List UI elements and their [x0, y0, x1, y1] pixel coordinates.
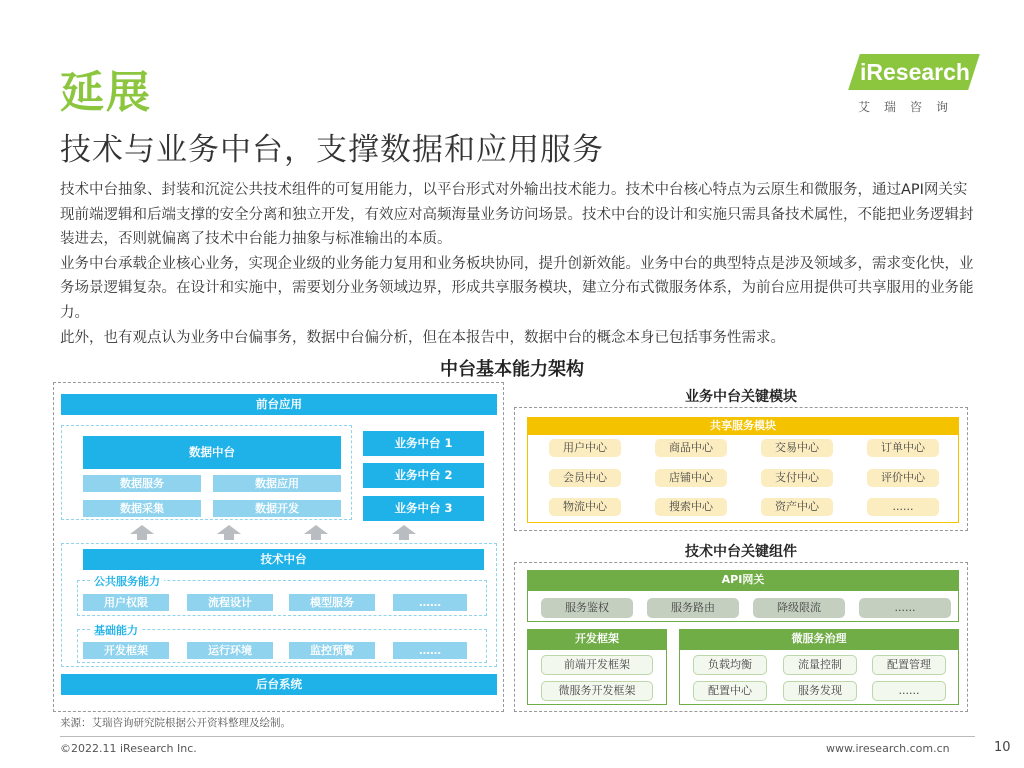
data-platform-band: 数据中台 — [83, 436, 341, 469]
tech-platform-band: 技术中台 — [83, 549, 484, 570]
footer-divider — [60, 736, 975, 737]
base-ability-item: 监控预警 — [289, 642, 375, 659]
data-item: 数据采集 — [83, 500, 201, 517]
copyright: ©2022.11 iResearch Inc. — [60, 742, 197, 755]
data-item: 数据服务 — [83, 475, 201, 492]
base-ability-label: 基础能力 — [90, 622, 142, 638]
public-service-item: …… — [393, 594, 467, 611]
microservice-band: 微服务治理 — [679, 629, 959, 649]
public-service-item: 模型服务 — [289, 594, 375, 611]
public-service-item: 流程设计 — [187, 594, 273, 611]
biz-modules-title: 业务中台关键模块 — [685, 389, 797, 405]
microservice-item: ...... — [872, 681, 946, 701]
up-arrow-icon — [217, 525, 241, 534]
shared-service-item: 交易中心 — [761, 439, 833, 457]
source-note: 来源：艾瑞咨询研究院根据公开资料整理及绘制。 — [60, 717, 291, 729]
intro-text — [60, 178, 975, 350]
microservice-item: 负载均衡 — [693, 655, 767, 675]
data-item: 数据应用 — [213, 475, 341, 492]
shared-service-item: 搜索中心 — [655, 498, 727, 516]
shared-service-item: 资产中心 — [761, 498, 833, 516]
shared-service-item: 物流中心 — [549, 498, 621, 516]
logo-cn: 艾瑞咨询 — [858, 100, 963, 114]
page-title: 延展 — [60, 67, 152, 118]
tech-components-title: 技术中台关键组件 — [685, 544, 797, 560]
base-ability-item: 运行环境 — [187, 642, 273, 659]
gateway-item: 服务路由 — [647, 598, 739, 618]
gateway-item: 降级限流 — [753, 598, 845, 618]
page-subtitle: 技术与业务中台，支撑数据和应用服务 — [60, 132, 604, 168]
shared-service-item: ...... — [867, 498, 939, 516]
shared-service-item: 会员中心 — [549, 469, 621, 487]
microservice-item: 流量控制 — [783, 655, 857, 675]
front-app-band: 前台应用 — [61, 394, 497, 415]
up-arrow-stem — [137, 534, 147, 540]
up-arrow-icon — [392, 525, 416, 534]
intro-paragraph: 业务中台承载企业核心业务，实现企业级的业务能力复用和业务板块协同，提升创新效能。业务中台的典型特点是涉及领域多，需求变化快，业务场景逻辑复杂。在设计和实施中，需要划分业务领域边界，形成共享服务模块，建立分布式微服务体系，为前台应用提供可共享服用的业务能力。 — [60, 255, 974, 321]
shared-service-item: 支付中心 — [761, 469, 833, 487]
microservice-item: 服务发现 — [783, 681, 857, 701]
public-service-label: 公共服务能力 — [90, 573, 164, 589]
gateway-item: ...... — [859, 598, 951, 618]
microservice-item: 配置管理 — [872, 655, 946, 675]
intro-paragraph: 技术中台抽象、封装和沉淀公共技术组件的可复用能力，以平台形式对外输出技术能力。技术中台核心特点为云原生和微服务，通过API网关实现前端逻辑和后端支撑的安全分离和独立开发，有效应对高频海量业务访问场景。技术中台的设计和实施只需具备技术属性，不能把业务逻辑封装进去，否则就偏离了技术中台能力抽象与标准输出的本质。 — [60, 182, 974, 248]
biz-platform-box: 业务中台 2 — [363, 463, 484, 488]
data-item: 数据开发 — [213, 500, 341, 517]
shared-service-item: 店铺中心 — [655, 469, 727, 487]
base-ability-item: 开发框架 — [83, 642, 169, 659]
up-arrow-icon — [130, 525, 154, 534]
shared-service-item: 用户中心 — [549, 439, 621, 457]
shared-service-item: 商品中心 — [655, 439, 727, 457]
microservice-item: 配置中心 — [693, 681, 767, 701]
gateway-item: 服务鉴权 — [541, 598, 633, 618]
base-ability-item: …… — [393, 642, 467, 659]
shared-service-item: 评价中心 — [867, 469, 939, 487]
shared-service-band: 共享服务模块 — [527, 417, 959, 434]
up-arrow-stem — [311, 534, 321, 540]
up-arrow-stem — [399, 534, 409, 540]
public-service-item: 用户权限 — [83, 594, 169, 611]
dev-framework-band: 开发框架 — [527, 629, 667, 649]
intro-paragraph: 此外，也有观点认为业务中台偏事务，数据中台偏分析，但在本报告中，数据中台的概念本身已包括事务性需求。 — [60, 329, 785, 346]
shared-service-item: 订单中心 — [867, 439, 939, 457]
iresearch-logo — [840, 54, 976, 120]
logo-brand: iResearch — [860, 59, 970, 85]
up-arrow-stem — [224, 534, 234, 540]
diagram-title: 中台基本能力架构 — [440, 359, 584, 380]
api-gateway-band: API网关 — [527, 570, 959, 590]
website-link[interactable]: www.iresearch.com.cn — [826, 742, 950, 755]
up-arrow-icon — [304, 525, 328, 534]
backend-band: 后台系统 — [61, 674, 497, 695]
dev-framework-item: 前端开发框架 — [541, 655, 653, 675]
biz-platform-box: 业务中台 1 — [363, 431, 484, 456]
dev-framework-item: 微服务开发框架 — [541, 681, 653, 701]
page-number: 10 — [994, 740, 1011, 755]
biz-platform-box: 业务中台 3 — [363, 496, 484, 521]
